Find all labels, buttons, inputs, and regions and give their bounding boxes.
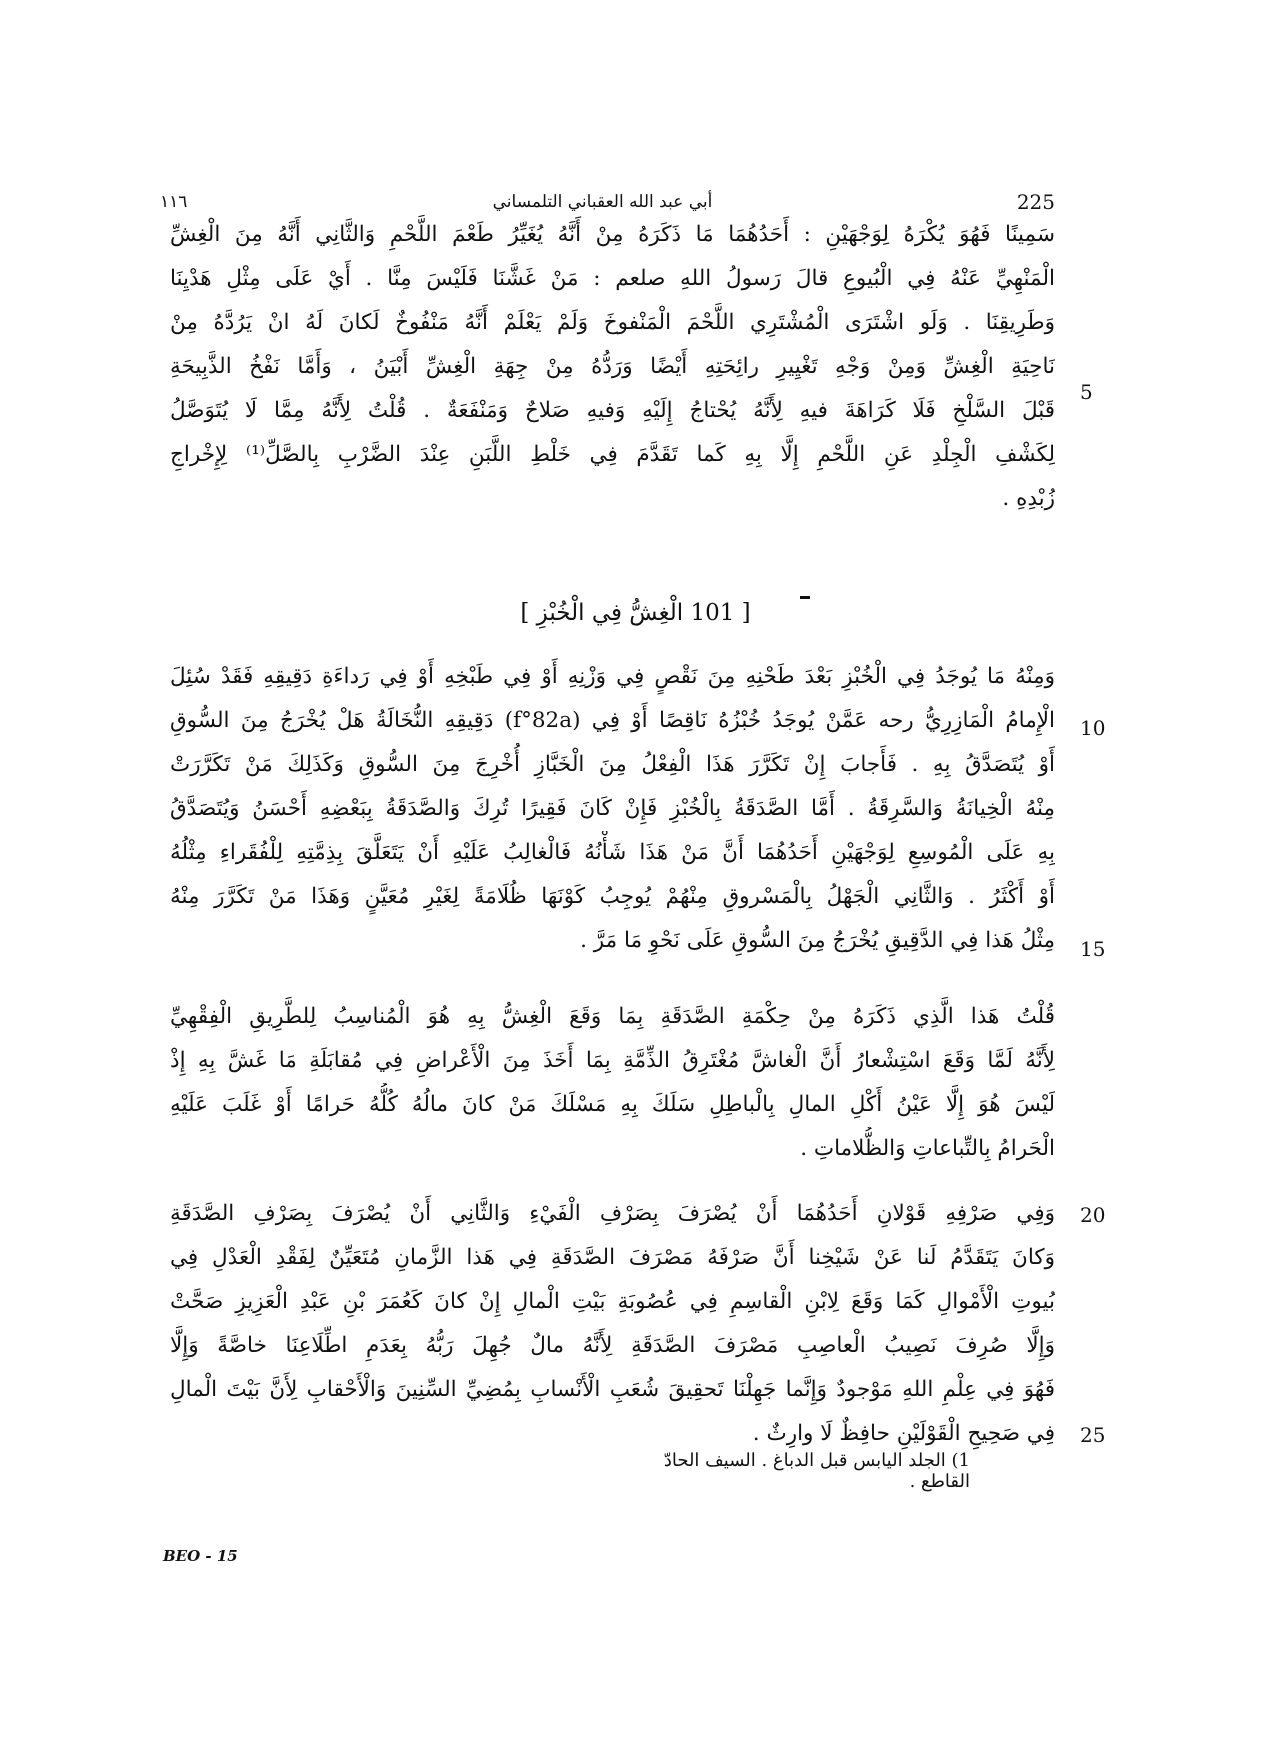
text-line: قَبْلَ السَّلْخِ فَلَا كَرَاهَةَ فيهِ لِأَنَّهُ يُحْتاجُ إِلَيْهِ وَفيهِ صَلاحٌ وَمَنْفَعَةٌ . قُلْتُ لِأَنَّهُ مِمَّا لَا يُتَوَصَّلُ bbox=[170, 398, 1055, 423]
page-number: 225 bbox=[1016, 190, 1055, 214]
text-line: مِثْلُ هَذا فِي الدَّقِيقِ يُخْرَجُ مِنَ السُّوقِ عَلَى نَحْوِ مَا مَرَّ . bbox=[580, 928, 1055, 953]
text-line: زُبْدِهِ . bbox=[1002, 486, 1055, 511]
text-line: بُيوتِ الْأَمْوالِ كَمَا وَقَعَ لِابْنِ الْقاسِمِ فِي عُصُوبَةِ بَيْتِ الْمالِ إِنْ كانَ كَعُمَرَ بْنِ عَبْدِ الْعَزِيزِ صَحَّتْ bbox=[170, 1289, 1055, 1314]
text-line: أَوْ أَكْثَرُ . وَالثَّانِي الْجَهْلُ بِالْمَسْروقِ مِنْهُمْ يُوجِبُ كَوْنَهَا ظُلَامَةً لِغَيْرِ مُعَيَّنٍ وَهَذَا مَنْ تَكَرَّرَ مِنْهُ bbox=[170, 884, 1055, 909]
line-number: 25 bbox=[1080, 1423, 1106, 1447]
text-line: لَيْسَ هُوَ إِلَّا عَيْنُ أَكْلِ المالِ بِالْباطِلِ سَلَكَ بِهِ مَسْلَكَ مَنْ كانَ مالُهُ كُلُّهُ حَرامًا أَوْ غَلَبَ عَلَيْهِ bbox=[170, 1092, 1055, 1117]
dash-mark bbox=[800, 596, 810, 599]
text-line: أَوْ يُتَصَدَّقُ بِهِ . فَأَجابَ إِنْ تَكَرَّرَ هَذَا الْفِعْلُ مِنَ الْخَبَّازِ أُخْرِجَ مِنَ السُّوقِ وَكَذَلِكَ مَنْ تَكَرَّرَتْ bbox=[170, 752, 1055, 777]
footnote: 1) الجلد اليابس قبل الدباغ . السيف الحادّ القاطع . bbox=[663, 1450, 970, 1492]
line-number: 20 bbox=[1080, 1203, 1106, 1227]
text-line: الْحَرامُ بِالتِّباعاتِ وَالظُّلاماتِ . bbox=[800, 1136, 1055, 1161]
line-number: 10 bbox=[1080, 716, 1106, 740]
paragraph-3 bbox=[170, 995, 1055, 1171]
text-line: سَمِينًا فَهُوَ يُكْرَهُ لِوَجْهَيْنِ : أَحَدُهُمَا مَا ذَكَرَهُ مِنْ أَنَّهُ يُغَيِّرُ طَعْمَ اللَّحْمِ وَالثَّانِي أَنَّهُ مِنَ الْغِشِّ bbox=[170, 222, 1055, 247]
text-line: وَكانَ يَتَقَدَّمُ لَنا عَنْ شَيْخِنا أَنَّ صَرْفَهُ مَصْرَفَ الصَّدَقَةِ فِي هَذا الزَّمانِ مُتَعَيِّنٌ لِفَقْدِ الْعَدْلِ فِي bbox=[170, 1245, 1055, 1270]
text-line: وَطَرِيقِنَا . وَلَو اشْتَرَى الْمُشْتَرِي اللَّحْمَ الْمَنْفوخَ وَلَمْ يَعْلَمْ أَنَّهُ مَنْفُوخٌ لَكانَ لَهُ انْ يَرُدَّهُ مِنْ bbox=[170, 310, 1055, 335]
text-line: نَاحِيَةِ الْغِشِّ وَمِنْ وَجْهِ تَغْيِيرِ رائِحَتِهِ أَيْضًا وَرَدُّهُ مِنْ جِهَةِ الْغِشِّ أَبْيَنُ ، وَأَمَّا نَفْخُ الذَّبِيحَةِ bbox=[170, 354, 1055, 379]
arabic-page-number: ١١٦ bbox=[160, 192, 188, 212]
paragraph-1 bbox=[170, 213, 1055, 521]
paragraph-4 bbox=[170, 1192, 1055, 1456]
text-line: فَهُوَ فِي عِلْمِ اللهِ مَوْجودٌ وَإِنَّما جَهِلْنَا تَحقِيقَ شُعَبِ الْأَنْسابِ بِمُضِيِّ السِّنِينَ وَالْأَحْقابِ لِأَنَّ بَيْتَ الْمالِ bbox=[170, 1377, 1055, 1402]
text-line: الْمَنْهِيِّ عَنْهُ فِي الْبُيوعِ قالَ رَسولُ اللهِ صلعم : مَنْ غَشَّنَا فَلَيْسَ مِنَّا . أَيْ عَلَى مِثْلِ هَدْيِنَا bbox=[170, 266, 1055, 291]
text-line: لِأَنَّهُ لَمَّا وَقَعَ اسْتِشْعارُ أَنَّ الْغاشَّ مُغْتَرِقُ الذِّمَّةِ بِمَا أَخَذَ مِنَ الْأَعْراضِ فِي مُقابَلَةِ مَا غَشَّ بِهِ إِذْ bbox=[170, 1048, 1055, 1073]
text-line: قُلْتُ هَذا الَّذِي ذَكَرَهُ مِنْ حِكْمَةِ الصَّدَقَةِ بِمَا وَقَعَ الْغِشُّ بِهِ هُوَ الْمُناسِبُ لِلطَّرِيقِ الْفِقْهِيِّ bbox=[170, 1004, 1055, 1029]
text-line: لِكَشْفِ الْجِلْدِ عَنِ اللَّحْمِ إِلَّا بِهِ كَما تَقَدَّمَ فِي خَلْطِ اللَّبَنِ عِنْدَ الضَّرْبِ بِالصَّلِّ⁽¹⁾ لِإِخْراجِ bbox=[170, 442, 1055, 467]
text-line: الْإِمامُ الْمَازِرِيُّ رحه عَمَّنْ يُوجَدُ خُبْزُهُ نَاقِصًا أَوْ فِي (f°82a) دَقِيقِهِ النُّخَالَةُ هَلْ يُخْرَجُ مِنَ السُّوقِ bbox=[170, 708, 1055, 733]
text-line: وَإِلَّا صُرِفَ نَصِيبُ الْعاصِبِ مَصْرَفَ الصَّدَقَةِ لِأَنَّهُ مالٌ جُهِلَ رَبُّهُ بِعَدَمِ اطِّلَاعِنَا خاصَّةً وَإِلَّا bbox=[170, 1333, 1055, 1358]
text-line: بِهِ عَلَى الْمُوسِعِ لِوَجْهَيْنِ أَحَدُهُمَا أَنَّ مَنْ هَذَا شَأْنُهُ فَالْغالِبُ عَلَيْهِ أَنْ يَتَعَلَّقَ بِذِمَّتِهِ لِلْفُقَراءِ مِثْلُهُ bbox=[170, 840, 1055, 865]
section-title: [ 101 الْغِشُّ فِي الْخُبْزِ ] bbox=[520, 600, 751, 626]
text-line: وَفِي صَرْفِهِ قَوْلانِ أَحَدُهُمَا أَنْ يُصْرَفَ بِصَرْفِ الْفَيْءِ وَالثَّانِي أَنْ يُصْرَفَ بِصَرْفِ الصَّدَقَةِ bbox=[170, 1201, 1055, 1226]
text-line: فِي صَحِيحِ الْقَوْلَيْنِ حافِظٌ لَا وارِثٌ . bbox=[752, 1421, 1055, 1446]
paragraph-2 bbox=[170, 655, 1055, 963]
line-number: 15 bbox=[1080, 937, 1106, 961]
footer-signature: BEO - 15 bbox=[163, 1547, 238, 1565]
text-line: وَمِنْهُ مَا يُوجَدُ فِي الْخُبْزِ بَعْدَ طَحْنِهِ مِنَ نَقْصٍ فِي وَزْنِهِ أَوْ فِي طَبْخِهِ أَوْ فِي رَداءَةِ دَقِيقِهِ فَقَدْ سُئِلَ bbox=[170, 664, 1055, 689]
text-line: مِنْهُ الْخِيانَةُ وَالسَّرِقَةُ . أَمَّا الصَّدَقَةُ بِالْخُبْزِ فَإِنْ كَانَ فَقِيرًا تُرِكَ وَالصَّدَقَةُ بِبَعْضِهِ أَحْسَنُ وَيُتَصَدَّقُ bbox=[170, 796, 1055, 821]
running-head: أبي عبد الله العقباني التلمساني bbox=[492, 192, 713, 212]
line-number: 5 bbox=[1080, 380, 1093, 404]
